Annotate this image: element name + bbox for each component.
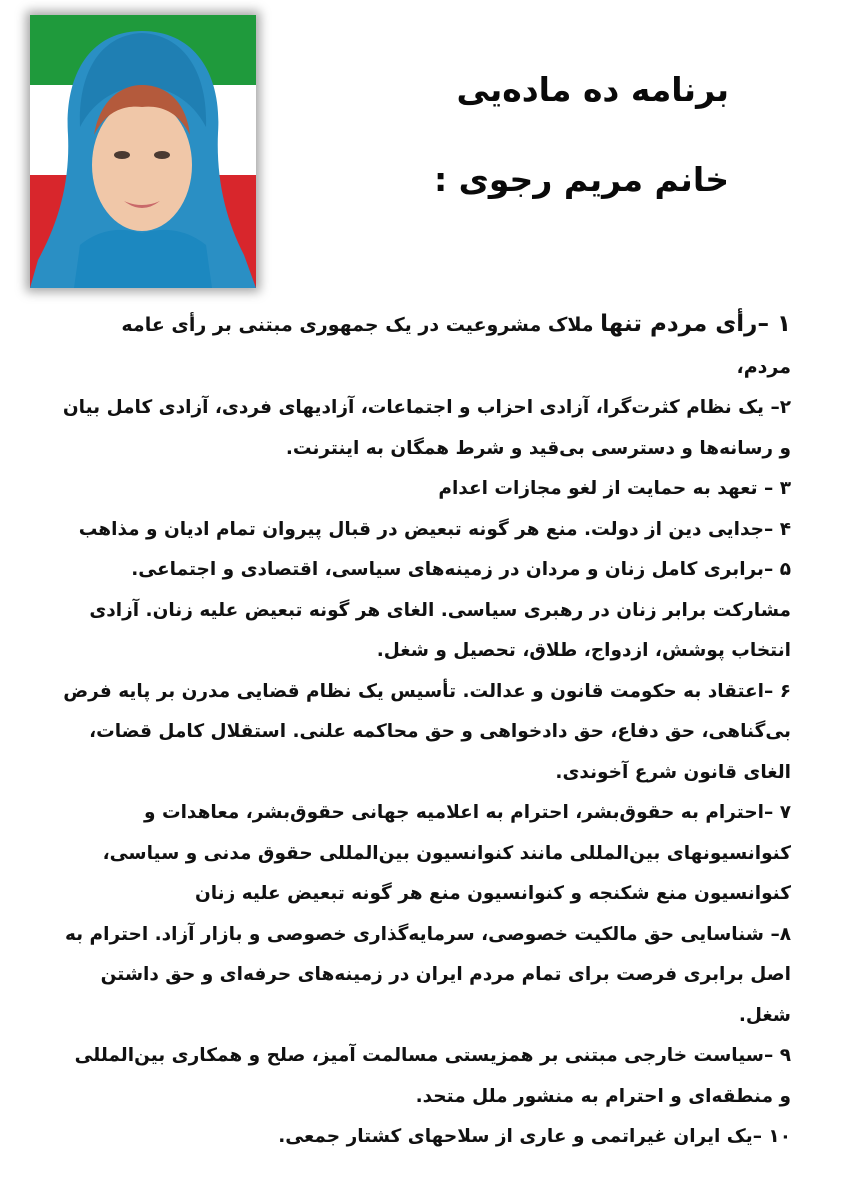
item-number: ۶ (779, 680, 791, 702)
collar (74, 230, 212, 288)
item-number: ۲ (779, 397, 791, 418)
item-dash: – (764, 559, 780, 580)
item-text: تعهد به حمایت از لغو مجازات اعدام (438, 478, 758, 499)
item-number: ۷ (779, 802, 791, 823)
item-text: احترام به حقوق‌بشر، احترام به اعلامیه جهانی حقوق‌بشر، معاهدات و کنوانسیونهای بین‌المللی مانند کنوانسیون بین‌المللی حقوق مدنی و سیاسی، کنوانسیون منع شکنجه و کنوانسیون منع هر گونه تبعیض علیه زنان (102, 802, 791, 904)
item-dash: – (757, 478, 780, 499)
item-number: ۹ (779, 1045, 791, 1066)
list-item (62, 793, 791, 915)
program-list (62, 304, 791, 1158)
item-lead: رأی مردم تنها (600, 311, 758, 337)
item-dash: – (764, 802, 780, 823)
page-subtitle: خانم مریم رجوی : (433, 160, 729, 199)
list-item (62, 388, 791, 469)
list-item (62, 1117, 791, 1158)
item-dash: – (764, 518, 780, 540)
list-item (62, 510, 791, 551)
left-eye (114, 151, 130, 159)
item-number: ۸ (779, 923, 791, 945)
list-item (62, 1036, 791, 1117)
item-number: ۱ (776, 311, 791, 337)
item-dash: – (764, 1045, 780, 1066)
portrait-illustration (30, 15, 256, 288)
item-number: ۴ (779, 518, 791, 540)
item-number: ۱۰ (768, 1126, 791, 1147)
item-number: ۳ (779, 478, 791, 499)
list-item (62, 672, 791, 794)
item-dash: – (752, 1126, 769, 1147)
item-text: برابری کامل زنان و مردان در زمینه‌های سیاسی، اقتصادی و اجتماعی. مشارکت برابر زنان در رهبری سیاسی. الغای هر گونه تبعیض علیه زنان. آزادی انتخاب پوشش، ازدواج، طلاق، تحصیل و شغل. (89, 559, 791, 661)
item-text: شناسایی حق مالکیت خصوصی، سرمایه‌گذاری خصوصی و بازار آزاد. احترام به اصل برابری فرصت برای تمام مردم ایران در زمینه‌های حرفه‌ای و حق داشتن شغل. (64, 923, 791, 1026)
item-text: یک ایران غیراتمی و عاری از سلاحهای کشتار جمعی. (278, 1126, 753, 1147)
page-title: برنامه ده ماده‌یی (456, 70, 729, 109)
item-dash: – (764, 923, 780, 945)
face (92, 99, 192, 231)
item-dash: – (764, 397, 780, 418)
item-number: ۵ (779, 559, 791, 580)
list-item (62, 304, 791, 388)
item-dash: – (764, 680, 780, 702)
item-text: یک نظام کثرت‌گرا، آزادی احزاب و اجتماعات، آزادیهای فردی، آزادی کامل بیان و رسانه‌ها و دسترسی بی‌قید و شرط همگان به اینترنت. (62, 397, 791, 459)
item-text: اعتقاد به حکومت قانون و عدالت. تأسیس یک نظام قضایی مدرن بر پایه فرض بی‌گناهی، حق دفاع، حق دادخواهی و حق محاکمه علنی. استقلال کامل قضات، الغای قانون شرع آخوندی. (63, 680, 791, 783)
item-text: ملاک مشروعیت در یک جمهوری مبتنی بر رأی عامه مردم، (121, 314, 791, 378)
item-dash: – (757, 311, 777, 337)
list-item (62, 550, 791, 672)
item-text: جدایی دین از دولت. منع هر گونه تبعیض در قبال پیروان تمام ادیان و مذاهب (78, 518, 764, 540)
list-item (62, 915, 791, 1037)
right-eye (154, 151, 170, 159)
item-text: سیاست خارجی مبتنی بر همزیستی مسالمت آمیز، صلح و همکاری بین‌المللی و منطقه‌ای و احترام به منشور ملل متحد. (74, 1045, 791, 1107)
portrait-photo (30, 15, 256, 288)
list-item (62, 469, 791, 510)
